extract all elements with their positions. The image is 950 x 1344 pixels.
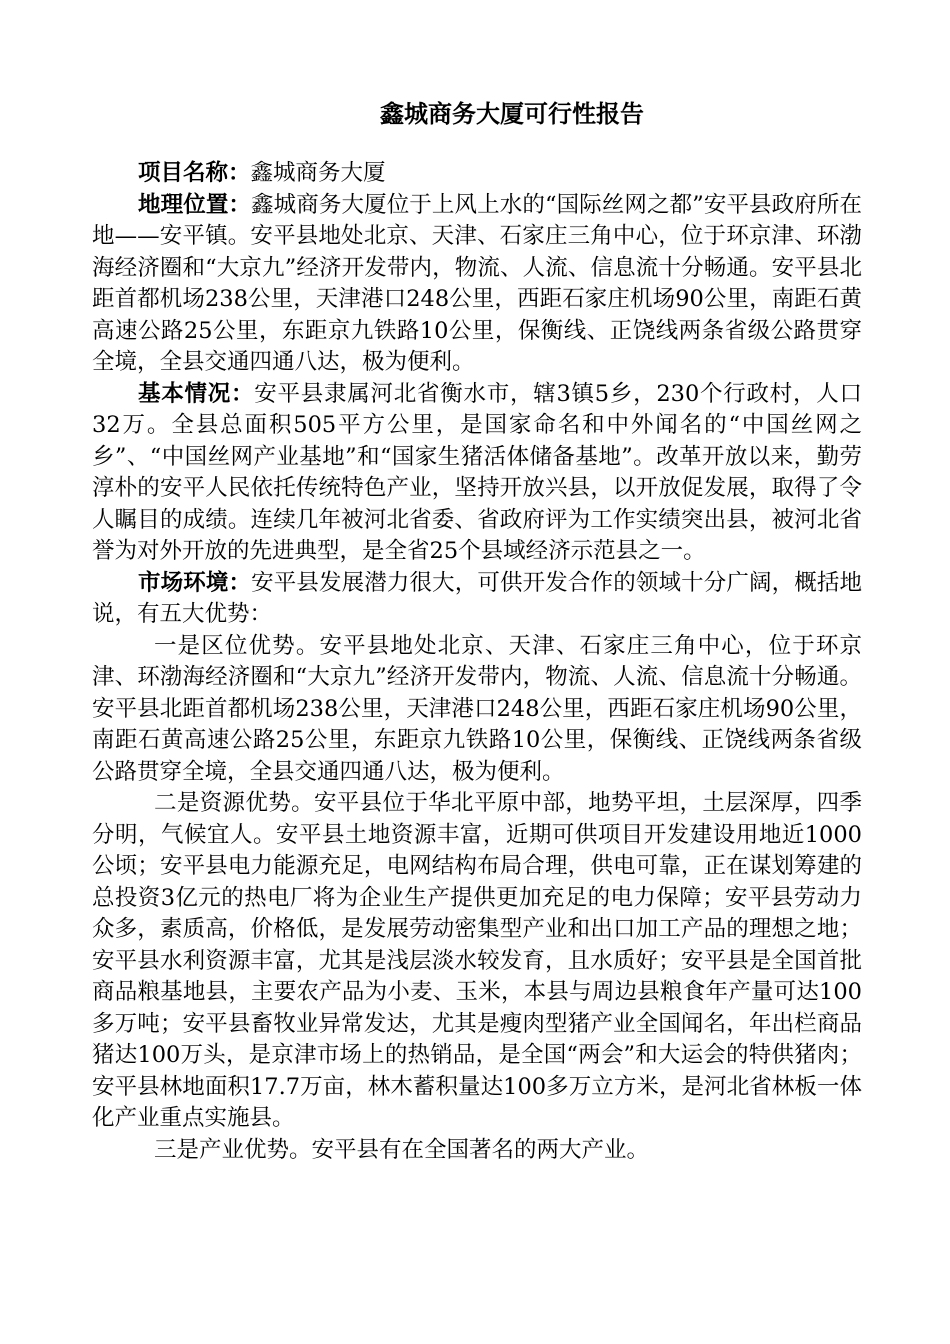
document-body (92, 158, 862, 1166)
project-name-text: 鑫城商务大厦 (250, 160, 386, 186)
market-text: 安平县发展潜力很大，可供开发合作的领域十分广阔，概括地说，有五大优势： (92, 569, 862, 627)
location-label: 地理位置： (138, 191, 252, 218)
document-title: 鑫城商务大厦可行性报告 (380, 100, 644, 128)
market-paragraph (92, 568, 862, 631)
location-text: 鑫城商务大厦位于上风上水的“国际丝网之都”安平县政府所在地——安平镇。安平县地处北京、天津、石家庄三角中心，位于环京津、环渤海经济圈和“大京九”经济开发带内，物流、人流、信息流十分畅通。安平县北距首都机场238公里，天津港口248公里，西距石家庄机场90公里，南距石黄高速公路25公里，东距京九铁路10公里，保衡线、正饶线两条省级公路贯穿全境，全县交通四通八达，极为便利。 (92, 191, 862, 375)
industry-advantage-paragraph: 三是产业优势。安平县有在全国著名的两大产业。 (154, 1136, 650, 1163)
project-name-label: 项目名称： (138, 160, 251, 186)
location-paragraph (92, 190, 862, 379)
project-name-paragraph (92, 158, 862, 190)
resource-advantage-paragraph: 二是资源优势。安平县位于华北平原中部，地势平坦，土层深厚，四季分明，气候宜人。安平县土地资源丰富，近期可供项目开发建设用地近1000公顷；安平县电力能源充足，电网结构布局合理，供电可靠，正在谋划筹建的总投资3亿元的热电厂将为企业生产提供更加充足的电力保障；安平县劳动力众多，素质高，价格低，是发展劳动密集型产业和出口加工产品的理想之地；安平县水利资源丰富，尤其是浅层淡水较发育，且水质好；安平县是全国首批商品粮基地县，主要农产品为小麦、玉米，本县与周边县粮食年产量可达100多万吨；安平县畜牧业异常发达，尤其是瘦肉型猪产业全国闻名，年出栏商品猪达100万头，是京津市场上的热销品，是全国“两会”和大运会的特供猪肉；安平县林地面积17.7万亩，林木蓄积量达100多万立方米，是河北省林板一体化产业重点实施县。 (92, 790, 862, 1131)
basic-info-label: 基本情况： (138, 380, 255, 407)
basic-info-text: 安平县隶属河北省衡水市，辖3镇5乡，230个行政村，人口32万。全县总面积505平方公里，是国家命名和中外闻名的“中国丝网之乡”、“中国丝网产业基地”和“国家生猪活体储备基地”。改革开放以来，勤劳淳朴的安平人民依托传统特色产业，坚持开放兴县，以开放促发展，取得了令人瞩目的成绩。连续几年被河北省委、省政府评为工作实绩突出县，被河北省誉为对外开放的先进典型，是全省25个县域经济示范县之一。 (92, 380, 862, 564)
market-label: 市场环境： (138, 569, 252, 596)
location-advantage-paragraph: 一是区位优势。安平县地处北京、天津、石家庄三角中心，位于环京津、环渤海经济圈和“大京九”经济开发带内，物流、人流、信息流十分畅通。安平县北距首都机场238公里，天津港口248公里，西距石家庄机场90公里，南距石黄高速公路25公里，东距京九铁路10公里，保衡线、正饶线两条省级公路贯穿全境，全县交通四通八达，极为便利。 (92, 632, 862, 785)
basic-info-paragraph (92, 379, 862, 568)
